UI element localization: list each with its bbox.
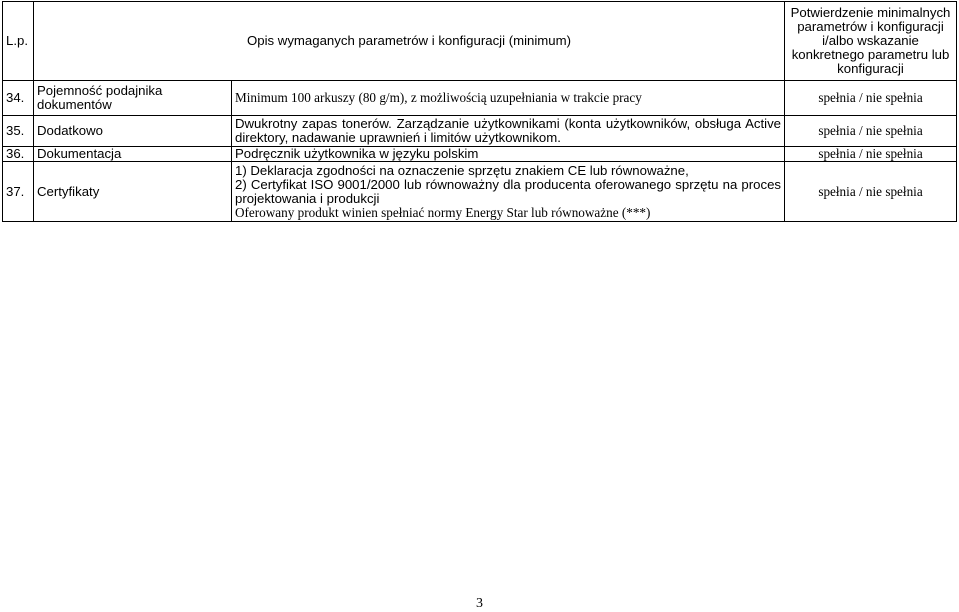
header-lp: L.p. bbox=[3, 2, 34, 81]
row-description: Podręcznik użytkownika w języku polskim bbox=[232, 147, 785, 162]
row-number: 36. bbox=[3, 147, 34, 162]
table-row bbox=[3, 81, 957, 116]
row-name: Dodatkowo bbox=[34, 116, 232, 147]
table-row bbox=[3, 116, 957, 147]
page-number: 3 bbox=[476, 596, 483, 611]
row-description: Minimum 100 arkuszy (80 g/m), z możliwością uzupełniania w trakcie pracy bbox=[232, 81, 785, 116]
row-description: Dwukrotny zapas tonerów. Zarządzanie użytkownikami (konta użytkowników, obsługa Active direktory, nadawanie uprawnień i limitów użytkownikom. bbox=[232, 116, 785, 147]
row-confirmation: spełnia / nie spełnia bbox=[785, 81, 957, 116]
header-confirmation: Potwierdzenie minimalnych parametrów i konfiguracji i/albo wskazanie konkretnego parametru lub konfiguracji bbox=[785, 2, 957, 81]
row-number: 35. bbox=[3, 116, 34, 147]
row-name: Certyfikaty bbox=[34, 162, 232, 222]
description-line: 2) Certyfikat ISO 9001/2000 lub równoważny dla producenta oferowanego sprzętu na proces projektowania i produkcji bbox=[235, 176, 781, 206]
row-confirmation: spełnia / nie spełnia bbox=[785, 162, 957, 222]
row-description bbox=[232, 162, 785, 222]
row-name: Pojemność podajnika dokumentów bbox=[34, 81, 232, 116]
row-name: Dokumentacja bbox=[34, 147, 232, 162]
requirements-table bbox=[2, 1, 957, 222]
row-confirmation: spełnia / nie spełnia bbox=[785, 116, 957, 147]
header-description: Opis wymaganych parametrów i konfiguracji (minimum) bbox=[34, 2, 785, 81]
table-row bbox=[3, 162, 957, 222]
table-row bbox=[3, 147, 957, 162]
header-row bbox=[3, 2, 957, 81]
description-line: 1) Deklaracja zgodności na oznaczenie sprzętu znakiem CE lub równoważne, bbox=[235, 162, 689, 178]
row-confirmation: spełnia / nie spełnia bbox=[785, 147, 957, 162]
description-line: Oferowany produkt winien spełniać normy Energy Star lub równoważne (***) bbox=[235, 204, 651, 220]
row-number: 34. bbox=[3, 81, 34, 116]
row-number: 37. bbox=[3, 162, 34, 222]
